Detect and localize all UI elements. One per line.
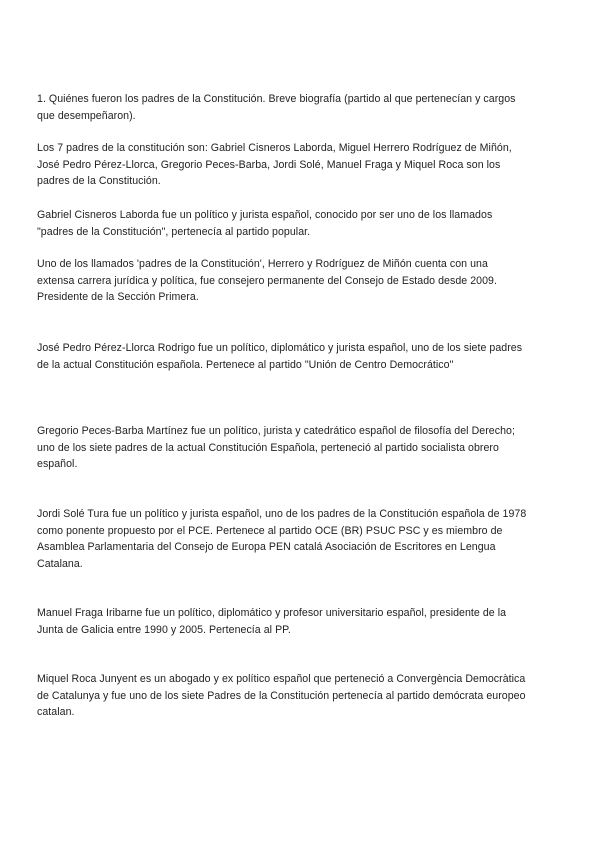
bio-herrero-rodriguez-de-minon: Uno de los llamados 'padres de la Constitución', Herrero y Rodríguez de Miñón cuenta con una extensa carrera jurídica y política, fue consejero permanente del Consejo de Estado desde 2009. Presidente de la Sección Primera. [37, 258, 497, 304]
question-heading: 1. Quiénes fueron los padres de la Constitución. Breve biografía (partido al que pertenecían y cargos que desempeñaron). [37, 93, 516, 122]
fathers-list-paragraph: Los 7 padres de la constitución son: Gabriel Cisneros Laborda, Miguel Herrero Rodríguez de Miñón, José Pedro Pérez-Llorca, Gregorio Peces-Barba, Jordi Solé, Manuel Fraga y Miquel Roca son los padres de la Constitución. [37, 142, 512, 188]
bio-peces-barba: Gregorio Peces-Barba Martínez fue un político, jurista y catedrático español de filosofía del Derecho; uno de los siete padres de la actual Constitución Española, perteneció al partido socialista obrero español. [37, 425, 515, 471]
bio-perez-llorca: José Pedro Pérez-Llorca Rodrigo fue un político, diplomático y jurista español, uno de los siete padres de la actual Constitución española. Pertenece al partido "Unión de Centro Democrático" [37, 342, 523, 371]
bio-manuel-fraga: Manuel Fraga Iribarne fue un político, diplomático y profesor universitario español, presidente de la Junta de Galicia entre 1990 y 2005. Pertenecía al PP. [37, 607, 507, 636]
bio-jordi-sole-tura: Jordi Solé Tura fue un político y jurista español, uno de los padres de la Constitución española de 1978 como ponente propuesto por el PCE. Pertenece al partido OCE (BR) PSUC PSC y es miembro de Asamblea Parlamentaria del Consejo de Europa PEN catalá Asociación de Escritores en Lengua Catalana. [37, 508, 527, 570]
bio-gabriel-cisneros: Gabriel Cisneros Laborda fue un político y jurista español, conocido por ser uno de los llamados "padres de la Constitución", pertenecía al partido popular. [37, 209, 493, 238]
bio-miquel-roca: Miquel Roca Junyent es un abogado y ex político español que perteneció a Convergència Democràtica de Catalunya y fue uno de los siete Padres de la Constitución pertenecía al partido demócrata europeo catalan. [37, 673, 526, 719]
